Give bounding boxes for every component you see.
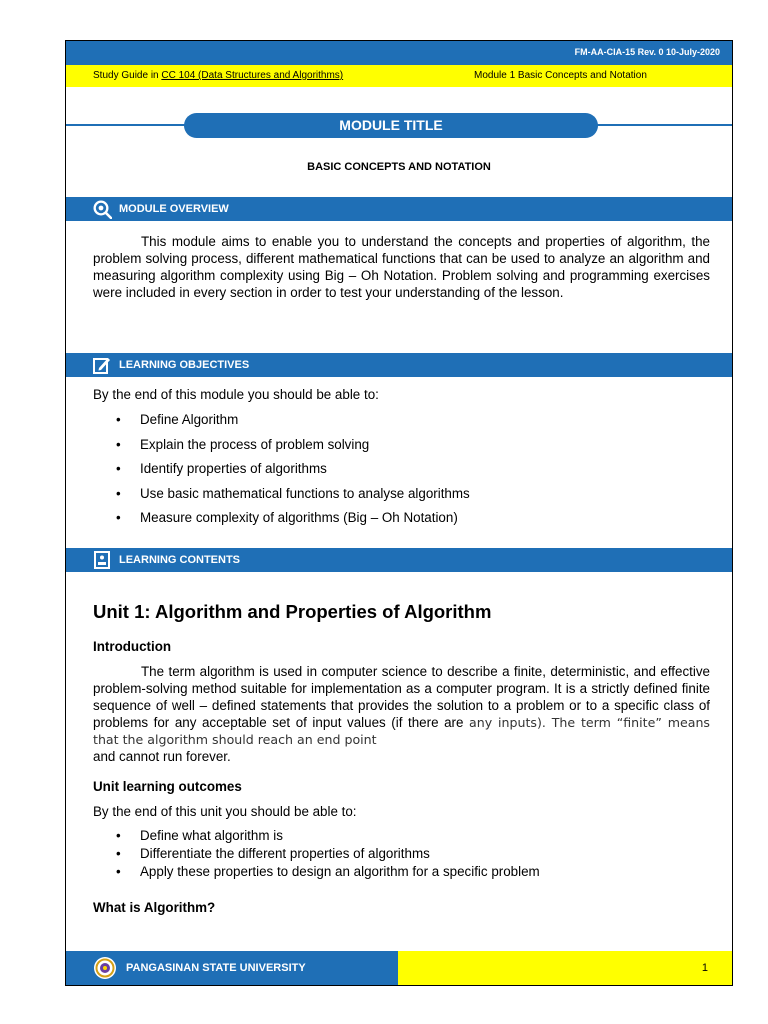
list-item: • Apply these properties to design an algorithm for a specific problem bbox=[116, 863, 540, 881]
study-guide-page bbox=[65, 40, 733, 986]
list-item: • Measure complexity of algorithms (Big – Oh Notation) bbox=[116, 510, 470, 525]
magnifier-icon bbox=[92, 199, 112, 219]
list-item: • Differentiate the different properties of algorithms bbox=[116, 845, 540, 863]
module-label: Module 1 Basic Concepts and Notation bbox=[474, 70, 647, 81]
footer-university-bar bbox=[66, 951, 398, 985]
module-overview-heading: MODULE OVERVIEW bbox=[119, 203, 229, 215]
unit-title: Unit 1: Algorithm and Properties of Algorithm bbox=[93, 601, 492, 622]
course-name: CC 104 (Data Structures and Algorithms) bbox=[161, 70, 344, 81]
what-is-algorithm-heading: What is Algorithm? bbox=[93, 900, 216, 915]
study-guide-prefix: Study Guide in bbox=[93, 70, 162, 81]
intro-text-c: and cannot run forever. bbox=[93, 749, 231, 764]
learning-contents-bar bbox=[66, 548, 732, 572]
objectives-intro: By the end of this module you should be able to: bbox=[93, 387, 379, 402]
module-overview-bar bbox=[66, 197, 732, 221]
header-bar bbox=[66, 41, 732, 65]
list-item: • Explain the process of problem solving bbox=[116, 437, 470, 452]
module-title-pill: MODULE TITLE bbox=[184, 113, 598, 138]
introduction-heading: Introduction bbox=[93, 639, 172, 654]
document-icon bbox=[92, 550, 112, 570]
learning-objectives-heading: LEARNING OBJECTIVES bbox=[119, 359, 250, 371]
outcomes-list bbox=[116, 827, 540, 881]
course-line bbox=[93, 70, 343, 81]
objectives-list bbox=[116, 412, 470, 525]
intro-text-a: The term algorithm is used in computer science to describe a finite, deterministic, and effective problem-solving method suitable for implementation as a computer program. It is a strictly defined finite sequence of well – defined statements that provides the solution to a problem or to a specific class of problems for any acceptable set of input values (if there are bbox=[93, 664, 710, 730]
outcomes-intro: By the end of this unit you should be able to: bbox=[93, 804, 357, 819]
university-name: PANGASINAN STATE UNIVERSITY bbox=[126, 962, 306, 974]
course-bar bbox=[66, 65, 732, 87]
overview-text: This module aims to enable you to understand the concepts and properties of algorithm, the problem solving process, different mathematical functions that can be used to analyze an algorithm and measuring algorithm complexity using Big – Oh Notation. Problem solving and programming exercises were included in every section in order to test your understanding of the lesson. bbox=[93, 234, 710, 300]
outcomes-heading: Unit learning outcomes bbox=[93, 779, 242, 794]
list-item: • Identify properties of algorithms bbox=[116, 461, 470, 476]
learning-contents-heading: LEARNING CONTENTS bbox=[119, 554, 240, 566]
form-code: FM-AA-CIA-15 Rev. 0 10-July-2020 bbox=[574, 47, 720, 57]
title-divider-right bbox=[586, 124, 732, 126]
module-subtitle: BASIC CONCEPTS AND NOTATION bbox=[307, 161, 491, 173]
intro-text-b: any inputs). The term “finite” means that the algorithm should reach an end point bbox=[93, 715, 710, 747]
university-seal-icon bbox=[93, 956, 117, 980]
title-divider-left bbox=[66, 124, 196, 126]
edit-note-icon bbox=[92, 355, 112, 375]
overview-paragraph bbox=[93, 233, 710, 301]
introduction-paragraph bbox=[93, 663, 710, 765]
page-number: 1 bbox=[701, 962, 708, 974]
learning-objectives-bar bbox=[66, 353, 732, 377]
list-item: • Define Algorithm bbox=[116, 412, 470, 427]
list-item: • Use basic mathematical functions to analyse algorithms bbox=[116, 486, 470, 501]
footer-page-bar bbox=[398, 951, 732, 985]
list-item: • Define what algorithm is bbox=[116, 827, 540, 845]
